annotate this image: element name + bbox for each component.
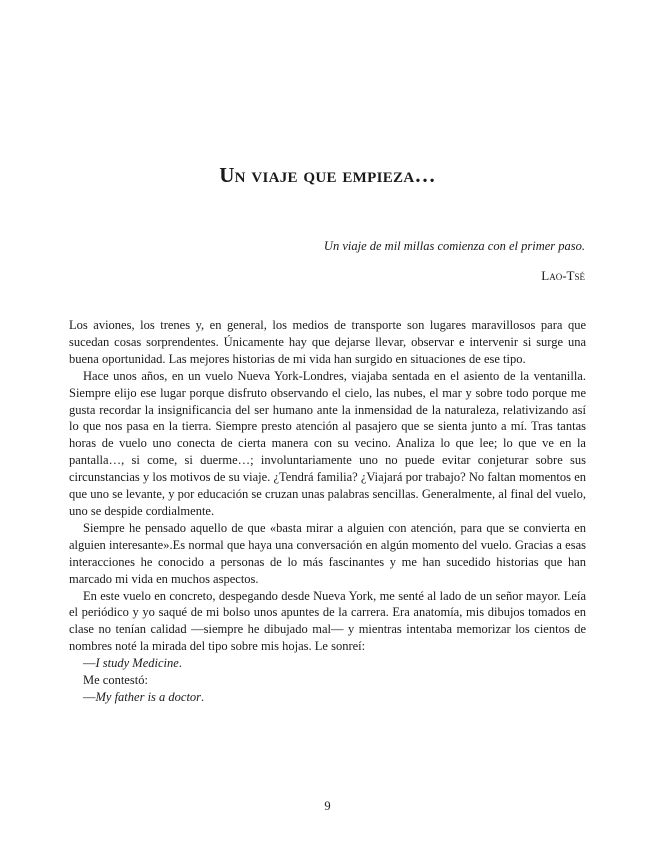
dialogue-quote: My father is a doctor — [95, 689, 202, 704]
paragraph: En este vuelo en concreto, despegando desde Nueva York, me senté al lado de un señor mayor. Leía el periódico y yo saqué de mi bolso unos apuntes de la carrera. Era anatomía, mis dibujos tomados en clase no tenían calidad —siempre he dibujado mal— y mientras intentaba memorizar los cientos de nombres noté la mirada del tipo sobre mis hojas. Le sonreí: — [69, 588, 586, 654]
paragraph: Siempre he pensado aquello de que «basta mirar a alguien con atención, para que se convierta en alguien interesante».Es normal que haya una conversación en algún momento del vuelo. Gracias a esas interacciones he conocido a personas de lo más fascinantes y me han sucedido historias que han marcado mi vida en muchos aspectos. — [69, 520, 586, 586]
chapter-title: Un viaje que empieza… — [219, 163, 436, 187]
epigraph-quote: Un viaje de mil millas comienza con el primer paso. — [323, 239, 585, 253]
dialogue-dash: — — [83, 656, 96, 671]
dialogue-line: Me contestó: — [83, 673, 148, 688]
dialogue-end: . — [201, 689, 205, 704]
dialogue-quote: I study Medicine — [95, 656, 179, 671]
epigraph-author: Lao-Tsé — [541, 268, 585, 283]
paragraph: Hace unos años, en un vuelo Nueva York-Londres, viajaba sentada en el asiento de la ventanilla. Siempre elijo ese lugar porque disfruto observando el cielo, las nubes, el mar y sobre todo porque me gusta recordar la insignificancia del ser humano ante la inmensidad de la naturaleza, relativizando así lo que nos pasa en la tierra. Siempre presto atención al pasajero que se sienta junto a mí. Tras tantas horas de vuelo uno conecta de cierta manera con su vecino. Analiza lo que lee; lo que ve en la pantalla…, si come, si duerme…; involuntariamente uno no puede evitar conjeturar sobre sus circunstancias y los motivos de su viaje. ¿Tendrá familia? ¿Viajará por trabajo? No faltan momentos en que uno se levante, y por educación se cruzan unas palabras sencillas. Generalmente, al final del vuelo, uno se despide cordialmente. — [69, 368, 586, 518]
paragraph: Los aviones, los trenes y, en general, los medios de transporte son lugares maravillosos para que sucedan cosas sorprendentes. Únicamente hay que dejarse llevar, observar e intervenir si surge una buena oportunidad. Las mejores historias de mi vida han surgido en situaciones de ese tipo. — [69, 318, 586, 366]
dialogue-line — [69, 655, 586, 672]
dialogue-dash: — — [83, 689, 96, 704]
dialogue-line — [69, 689, 586, 706]
chapter-body — [69, 317, 586, 706]
dialogue-end: . — [178, 656, 182, 671]
page-number: 9 — [324, 799, 331, 813]
